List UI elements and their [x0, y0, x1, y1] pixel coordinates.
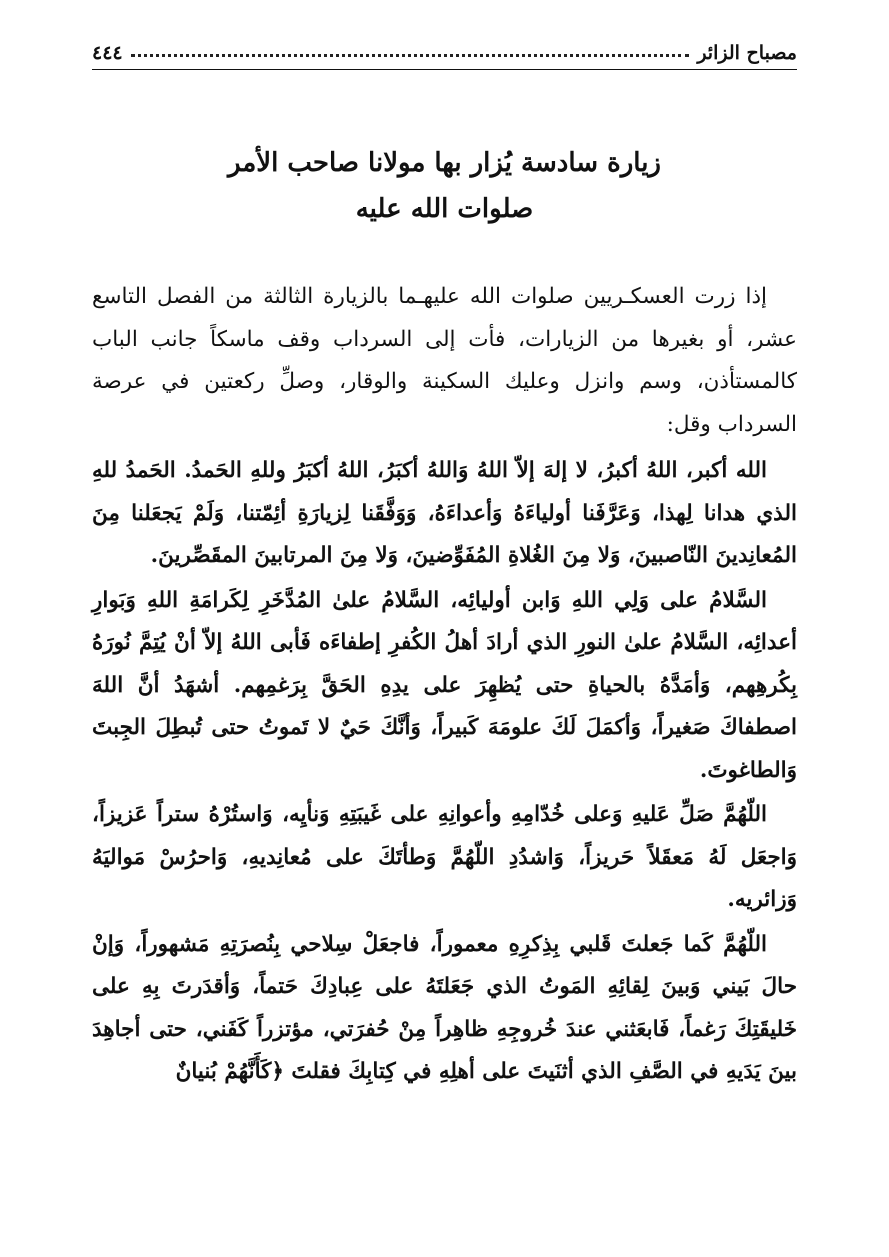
paragraph-intro: إذا زرت العسكـريين صلوات الله عليهـما بالزيارة الثالثة من الفصل التاسع عشر، أو بغيرها من الزيارات، فأت إلى السرداب وقف ماسكاً جانب الباب كالمستأذن، وسم وانزل وعليك السكينة والوقار، وصلِّ ركعتين في عرصة السرداب وقل:	[92, 284, 797, 437]
page-number: ٤٤٤	[92, 42, 123, 64]
heading-line-1: زيارة سادسة يُزار بها مولانا صاحب الأمر	[228, 148, 661, 178]
paragraph-salam: السَّلامُ على وَلِي اللهِ وَابن أوليائِه، السَّلامُ علىٰ المُدَّخَرِ لِكَرامَةِ اللهِ وَبَوارِ أعدائِه، السَّلامُ علىٰ النورِ الذي أرادَ أهلُ الكُفرِ إطفاءَه فَأبى اللهُ إلاّ أنْ يُتِمَّ نُورَهُ بِكُرهِهم، وَأمَدَّهُ بالحياةِ حتى يُظهِرَ على يدِهِ الحَقَّ بِرَغمِهم. أشهَدُ أنَّ اللهَ اصطفاكَ صَغيراً، وَأكمَلَ لَكَ علومَهَ كَبيراً، وَأنَّكَ حَيٌ لا تَموتُ حتى تُبطِلَ الجِبتَ وَالطاغوتَ.	[92, 587, 797, 783]
header-rule	[92, 69, 797, 70]
running-header	[92, 30, 797, 64]
section-heading	[92, 140, 797, 232]
book-title: مصباح الزائر	[697, 42, 797, 64]
paragraph-dua: اللّهُمَّ كَما جَعلتَ قَلبي بِذِكرِهِ معموراً، فاجعَلْ سِلاحي بِنُصرَتِهِ مَشهوراً، وَإنْ حالَ بَيني وَبينَ لِقائِهِ المَوتُ الذي جَعَلتَهُ على عِبادِكَ حَتماً، وَأقدَرتَ بِهِ على خَليقَتِكَ رَغماً، فَابعَثني عندَ خُروجِهِ ظاهِراً مِنْ حُفرَتي، مؤتزراً كَفَني، حتى أجاهِدَ بينَ يَدَيهِ في الصَّفِ الذي أثنَيتَ على أهلِهِ في كِتابِكَ فقلتَ ﴿كَأَنَّهُمْ بُنيانٌ	[92, 931, 797, 1084]
header-leader-dots	[131, 53, 690, 57]
paragraph-takbir: الله أكبر، اللهُ أكبرُ، لا إلهَ إلاّ اللهُ وَاللهُ أكبَرُ، اللهُ أكبَرُ وللهِ الحَمدُ. الحَمدُ للهِ الذي هدانا لِهذا، وَعَرَّفَنا أولياءَهُ وَأعداءَهُ، وَوَفَّقَنا لِزيارَةِ أئِمّتنا، وَلَمْ يَجعَلنا مِنَ المُعانِدينَ النّاصبينَ، وَلا مِنَ الغُلاةِ المُفَوِّضينَ، وَلا مِنَ المرتابينَ المقَصِّرينَ.	[92, 458, 797, 568]
body-text	[92, 276, 797, 1096]
heading-line-2: صلوات الله عليه	[355, 194, 534, 224]
paragraph-salawat: اللّهُمَّ صَلِّ عَليهِ وَعلى خُدّامِهِ وأعوانِهِ على غَيبَتِهِ وَنأيِه، وَاستُرْهُ ستراً عَزيزاً، وَاجعَل لَهُ مَعقَلاً حَريزاً، وَاشدُدِ اللّهُمَّ وَطأتَكَ على مُعانِديهِ، وَاحرُسْ مَواليَهُ وَزائريه.	[92, 802, 797, 912]
